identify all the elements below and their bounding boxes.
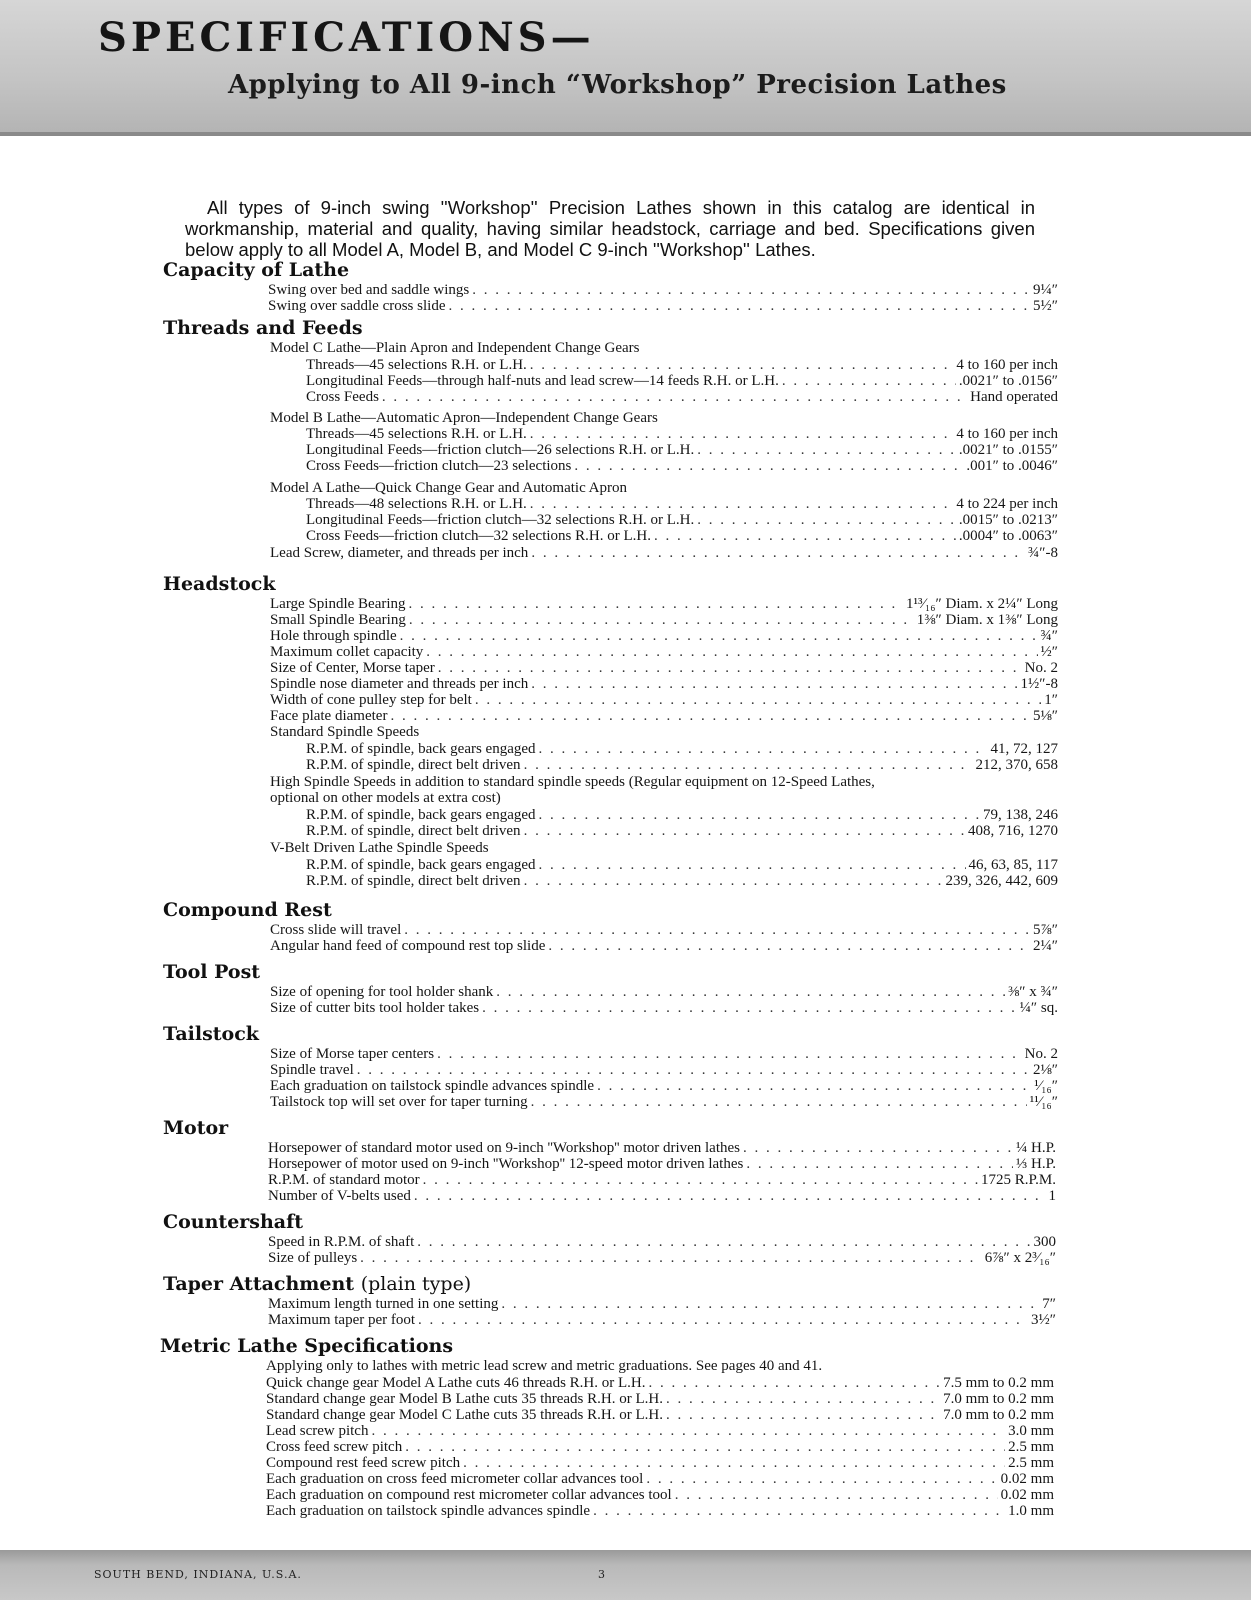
spec-value: 408, 716, 1270: [968, 823, 1058, 839]
spec-value: ¼″ sq.: [1019, 1000, 1058, 1016]
spec-row: [266, 1423, 1054, 1439]
spec-label: Maximum taper per foot: [268, 1312, 416, 1328]
dot-leader: [666, 1407, 940, 1423]
spec-row: [266, 1375, 1054, 1391]
section-threads-feeds: Threads and Feeds: [163, 317, 363, 339]
spec-label: Longitudinal Feeds—friction clutch—32 selections R.H. or L.H.: [306, 512, 695, 528]
section-tailstock: Tailstock: [163, 1023, 259, 1045]
spec-value: 0.02 mm: [1000, 1487, 1054, 1503]
dot-leader: [654, 528, 956, 544]
section-taper-attachment: [163, 1274, 471, 1294]
spec-row: [270, 708, 1058, 724]
page-title: SPECIFICATIONS—: [98, 14, 595, 61]
spec-value: .0021″ to .0155″: [958, 442, 1058, 458]
spec-label: Small Spindle Bearing: [270, 612, 406, 628]
spec-label: Size of Center, Morse taper: [270, 660, 435, 676]
spec-row: [270, 644, 1058, 660]
spec-label: Cross slide will travel: [270, 922, 402, 938]
dot-leader: [409, 612, 914, 628]
spec-value: 2.5 mm: [1008, 1455, 1054, 1471]
dot-leader: [531, 676, 1017, 692]
dot-leader: [530, 426, 954, 442]
dot-leader: [409, 596, 904, 612]
spec-row: [266, 1407, 1054, 1423]
spec-value: 1¹³⁄₁₆″ Diam. x 2¼″ Long: [906, 596, 1058, 612]
spec-value: 4 to 160 per inch: [956, 357, 1058, 373]
spec-label: Each graduation on tailstock spindle advances spindle: [270, 1078, 595, 1094]
dot-leader: [423, 1172, 978, 1188]
dot-leader: [524, 873, 943, 889]
dot-leader: [782, 373, 956, 389]
dot-leader: [405, 1439, 1005, 1455]
spec-row: [270, 660, 1058, 676]
spec-value: 1.0 mm: [1008, 1503, 1054, 1519]
dot-leader: [414, 1188, 1046, 1204]
spec-label: Compound rest feed screw pitch: [266, 1455, 461, 1471]
spec-row: [270, 628, 1058, 644]
spec-value: 41, 72, 127: [990, 741, 1058, 757]
metric-note: Applying only to lathes with metric lead screw and metric graduations. See pages 40 and 41.: [266, 1358, 823, 1374]
subhead-high-speeds-note: optional on other models at extra cost): [270, 790, 501, 806]
dot-leader: [530, 496, 954, 512]
spec-value: 9¼″: [1033, 282, 1058, 298]
spec-row: [270, 692, 1058, 708]
spec-value: 1½″-8: [1020, 676, 1058, 692]
spec-row: [270, 1062, 1058, 1078]
dot-leader: [531, 545, 1025, 561]
spec-value: 1⅜″ Diam. x 1⅜″ Long: [916, 612, 1058, 628]
spec-label: Each graduation on cross feed micrometer collar advances tool: [266, 1471, 644, 1487]
spec-label: Threads—45 selections R.H. or L.H.: [306, 426, 527, 442]
dot-leader: [482, 1000, 1017, 1016]
spec-value: No. 2: [1024, 1046, 1058, 1062]
spec-label: Size of opening for tool holder shank: [270, 984, 494, 1000]
spec-row: [268, 1188, 1056, 1204]
dot-leader: [357, 1062, 1030, 1078]
spec-row: [306, 823, 1058, 839]
dot-leader: [382, 389, 967, 405]
dot-leader: [539, 807, 980, 823]
dot-leader: [463, 1455, 1005, 1471]
spec-value: 5⅞″: [1033, 922, 1058, 938]
dot-leader: [472, 282, 1030, 298]
spec-label: Lead Screw, diameter, and threads per inch: [270, 545, 529, 561]
dot-leader: [496, 984, 1005, 1000]
spec-row: [268, 1140, 1056, 1156]
spec-row: [266, 1471, 1054, 1487]
footer-location: SOUTH BEND, INDIANA, U.S.A.: [94, 1568, 302, 1581]
spec-value: 5⅛″: [1033, 708, 1058, 724]
subhead-vbelt-speeds: V-Belt Driven Lathe Spindle Speeds: [270, 840, 489, 856]
spec-value: ¹¹⁄₁₆″: [1029, 1094, 1058, 1110]
intro-paragraph: All types of 9-inch swing ''Workshop'' Precision Lathes shown in this catalog are identical in workmanship, material and quality, having similar headstock, carriage and bed. Specifications given below apply to all Model A, Model B, and Model C 9-inch ''Workshop'' Lathes.: [185, 196, 1035, 260]
spec-value: 7.0 mm to 0.2 mm: [943, 1391, 1054, 1407]
spec-label: Longitudinal Feeds—through half-nuts and lead screw—14 feeds R.H. or L.H.: [306, 373, 779, 389]
spec-value: ¾″-8: [1028, 545, 1058, 561]
spec-label: Cross Feeds—friction clutch—23 selections: [306, 458, 572, 474]
dot-leader: [438, 660, 1022, 676]
spec-label: Number of V-belts used: [268, 1188, 411, 1204]
spec-value: .001″ to .0046″: [966, 458, 1058, 474]
spec-row: [270, 676, 1058, 692]
spec-label: Maximum collet capacity: [270, 644, 424, 660]
spec-row: [266, 1487, 1054, 1503]
spec-label: Threads—48 selections R.H. or L.H.: [306, 496, 527, 512]
spec-value: 4 to 160 per inch: [956, 426, 1058, 442]
spec-row: [306, 389, 1058, 405]
spec-row: [268, 1296, 1056, 1312]
dot-leader: [530, 357, 954, 373]
spec-row: [268, 282, 1058, 298]
dot-leader: [390, 708, 1030, 724]
spec-label: Swing over bed and saddle wings: [268, 282, 470, 298]
spec-row: [306, 512, 1058, 528]
spec-row: [270, 984, 1058, 1000]
spec-label: Longitudinal Feeds—friction clutch—26 selections R.H. or L.H.: [306, 442, 695, 458]
dot-leader: [666, 1391, 940, 1407]
spec-value: 1: [1048, 1188, 1056, 1204]
dot-leader: [417, 1234, 1030, 1250]
spec-value: ¼ H.P.: [1015, 1140, 1056, 1156]
spec-label: R.P.M. of spindle, back gears engaged: [306, 807, 536, 823]
spec-row: [306, 357, 1058, 373]
section-taper-note: (plain type): [360, 1273, 472, 1295]
spec-label: Large Spindle Bearing: [270, 596, 406, 612]
page-number: 3: [598, 1568, 605, 1581]
spec-row: [306, 458, 1058, 474]
spec-value: .0004″ to .0063″: [958, 528, 1058, 544]
dot-leader: [746, 1156, 1013, 1172]
spec-label: R.P.M. of spindle, direct belt driven: [306, 873, 521, 889]
spec-value: .0021″ to .0156″: [958, 373, 1058, 389]
dot-leader: [360, 1250, 982, 1266]
spec-row: [266, 1503, 1054, 1519]
spec-label: R.P.M. of spindle, direct belt driven: [306, 823, 521, 839]
spec-label: Size of cutter bits tool holder takes: [270, 1000, 480, 1016]
spec-row: [306, 873, 1058, 889]
spec-row: [266, 1455, 1054, 1471]
dot-leader: [404, 922, 1030, 938]
spec-value: 2¼″: [1033, 938, 1058, 954]
spec-value: 46, 63, 85, 117: [968, 857, 1058, 873]
dot-leader: [371, 1423, 1005, 1439]
subhead-model-c: Model C Lathe—Plain Apron and Independent Change Gears: [270, 340, 640, 356]
spec-label: Size of pulleys: [268, 1250, 358, 1266]
spec-row: [270, 596, 1058, 612]
dot-leader: [448, 298, 1030, 314]
spec-row: [270, 1000, 1058, 1016]
dot-leader: [437, 1046, 1022, 1062]
spec-row: [270, 1094, 1058, 1110]
spec-row: [270, 938, 1058, 954]
spec-value: 6⅞″ x 2³⁄₁₆″: [984, 1250, 1056, 1266]
footer-bar: [0, 1550, 1251, 1600]
spec-label: Spindle nose diameter and threads per inch: [270, 676, 529, 692]
dot-leader: [539, 741, 988, 757]
spec-value: ¾″: [1040, 628, 1058, 644]
spec-label: Horsepower of motor used on 9-inch ''Workshop'' 12-speed motor driven lathes: [268, 1156, 744, 1172]
spec-value: No. 2: [1024, 660, 1058, 676]
spec-row: [306, 373, 1058, 389]
spec-label: R.P.M. of standard motor: [268, 1172, 420, 1188]
spec-label: Size of Morse taper centers: [270, 1046, 435, 1062]
spec-value: 3.0 mm: [1008, 1423, 1054, 1439]
spec-value: 1725 R.P.M.: [980, 1172, 1056, 1188]
spec-value: 79, 138, 246: [983, 807, 1058, 823]
spec-row: [306, 857, 1058, 873]
spec-value: 2.5 mm: [1008, 1439, 1054, 1455]
spec-label: Cross Feeds—friction clutch—32 selections R.H. or L.H.: [306, 528, 651, 544]
spec-label: Lead screw pitch: [266, 1423, 369, 1439]
spec-label: Each graduation on tailstock spindle advances spindle: [266, 1503, 591, 1519]
spec-row: [268, 298, 1058, 314]
spec-value: ⅓ H.P.: [1015, 1156, 1056, 1172]
dot-leader: [400, 628, 1038, 644]
section-metric: Metric Lathe Specifications: [160, 1335, 454, 1357]
spec-label: Cross Feeds: [306, 389, 379, 405]
spec-value: 4 to 224 per inch: [956, 496, 1058, 512]
spec-label: Cross feed screw pitch: [266, 1439, 403, 1455]
subhead-model-b: Model B Lathe—Automatic Apron—Independent Change Gears: [270, 410, 658, 426]
spec-value: 7.5 mm to 0.2 mm: [943, 1375, 1054, 1391]
spec-value: 1″: [1044, 692, 1058, 708]
spec-label: Maximum length turned in one setting: [268, 1296, 499, 1312]
page-subtitle: Applying to All 9-inch “Workshop” Precision Lathes: [228, 70, 1007, 100]
spec-row: [270, 1046, 1058, 1062]
dot-leader: [531, 1094, 1027, 1110]
spec-row: [268, 1172, 1056, 1188]
spec-label: Standard change gear Model C Lathe cuts 35 threads R.H. or L.H.: [266, 1407, 663, 1423]
dot-leader: [524, 823, 965, 839]
spec-row: [268, 1156, 1056, 1172]
spec-row: [268, 1250, 1056, 1266]
dot-leader: [597, 1078, 1031, 1094]
spec-row: [306, 528, 1058, 544]
spec-row: [306, 757, 1058, 773]
spec-value: 239, 326, 442, 609: [945, 873, 1058, 889]
subhead-high-speeds: High Spindle Speeds in addition to standard spindle speeds (Regular equipment on 12-Speed Lathes,: [270, 774, 875, 790]
section-countershaft: Countershaft: [163, 1211, 304, 1233]
section-taper-title: Taper Attachment: [163, 1273, 355, 1295]
spec-row: [270, 612, 1058, 628]
spec-value: 5½″: [1033, 298, 1058, 314]
spec-label: Standard change gear Model B Lathe cuts 35 threads R.H. or L.H.: [266, 1391, 663, 1407]
spec-label: Swing over saddle cross slide: [268, 298, 446, 314]
spec-value: 7.0 mm to 0.2 mm: [943, 1407, 1054, 1423]
section-compound-rest: Compound Rest: [163, 899, 332, 921]
spec-value: 3½″: [1031, 1312, 1056, 1328]
spec-row: [266, 1391, 1054, 1407]
spec-row: [270, 545, 1058, 561]
spec-label: R.P.M. of spindle, direct belt driven: [306, 757, 521, 773]
spec-label: Angular hand feed of compound rest top slide: [270, 938, 546, 954]
subhead-model-a: Model A Lathe—Quick Change Gear and Automatic Apron: [270, 480, 628, 496]
spec-label: Speed in R.P.M. of shaft: [268, 1234, 415, 1250]
dot-leader: [697, 512, 956, 528]
dot-leader: [574, 458, 963, 474]
spec-row: [270, 922, 1058, 938]
spec-row: [306, 426, 1058, 442]
dot-leader: [743, 1140, 1013, 1156]
dot-leader: [697, 442, 956, 458]
dot-leader: [524, 757, 973, 773]
dot-leader: [593, 1503, 1005, 1519]
spec-value: ½″: [1040, 644, 1058, 660]
dot-leader: [548, 938, 1030, 954]
dot-leader: [646, 1471, 997, 1487]
spec-value: 0.02 mm: [1000, 1471, 1054, 1487]
dot-leader: [418, 1312, 1028, 1328]
spec-row: [306, 807, 1058, 823]
spec-label: R.P.M. of spindle, back gears engaged: [306, 857, 536, 873]
section-tool-post: Tool Post: [163, 961, 261, 983]
dot-leader: [501, 1296, 1039, 1312]
spec-label: Face plate diameter: [270, 708, 388, 724]
spec-value: ¹⁄₁₆″: [1034, 1078, 1058, 1094]
spec-value: Hand operated: [970, 389, 1058, 405]
dot-leader: [539, 857, 966, 873]
spec-value: 7″: [1042, 1296, 1056, 1312]
spec-row: [306, 741, 1058, 757]
spec-row: [266, 1439, 1054, 1455]
dot-leader: [648, 1375, 940, 1391]
spec-label: Tailstock top will set over for taper turning: [270, 1094, 528, 1110]
spec-value: ⅜″ x ¾″: [1008, 984, 1058, 1000]
spec-label: Threads—45 selections R.H. or L.H.: [306, 357, 527, 373]
spec-label: Spindle travel: [270, 1062, 354, 1078]
spec-row: [268, 1234, 1056, 1250]
section-motor: Motor: [163, 1117, 229, 1139]
spec-value: 212, 370, 658: [975, 757, 1058, 773]
spec-label: Width of cone pulley step for belt: [270, 692, 472, 708]
spec-row: [306, 442, 1058, 458]
spec-value: .0015″ to .0213″: [958, 512, 1058, 528]
spec-row: [270, 1078, 1058, 1094]
section-capacity: Capacity of Lathe: [163, 259, 350, 281]
spec-label: Quick change gear Model A Lathe cuts 46 threads R.H. or L.H.: [266, 1375, 646, 1391]
spec-label: Each graduation on compound rest micrometer collar advances tool: [266, 1487, 672, 1503]
spec-value: 300: [1033, 1234, 1056, 1250]
spec-label: Horsepower of standard motor used on 9-inch ''Workshop'' motor driven lathes: [268, 1140, 741, 1156]
spec-row: [268, 1312, 1056, 1328]
dot-leader: [426, 644, 1037, 660]
spec-row: [306, 496, 1058, 512]
spec-value: 2⅛″: [1033, 1062, 1058, 1078]
dot-leader: [675, 1487, 998, 1503]
spec-label: Hole through spindle: [270, 628, 397, 644]
section-headstock: Headstock: [163, 573, 276, 595]
dot-leader: [475, 692, 1041, 708]
subhead-standard-speeds: Standard Spindle Speeds: [270, 724, 420, 740]
spec-label: R.P.M. of spindle, back gears engaged: [306, 741, 536, 757]
